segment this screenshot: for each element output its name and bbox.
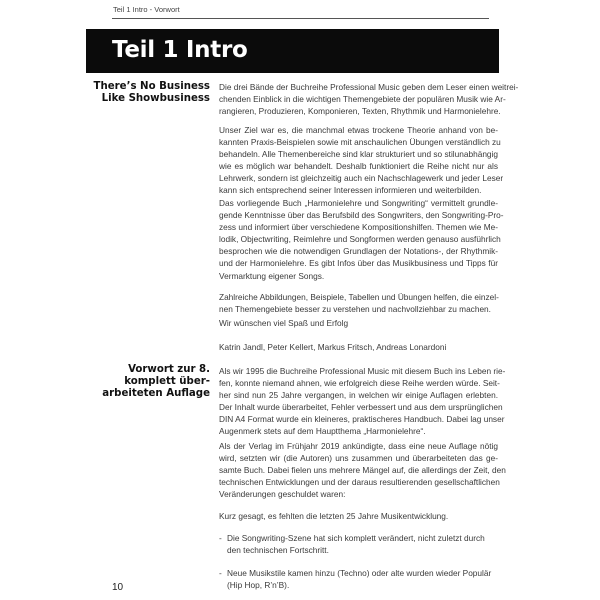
bullet-marker: -: [219, 533, 222, 543]
text-line: her sind nun 25 Jahre vergangen, in welchen wir einige Auflagen erlebten.: [219, 390, 498, 401]
text-line: Vermarktung eigener Songs.: [219, 270, 325, 281]
text-line: Katrin Jandl, Peter Kellert, Markus Fritsch, Andreas Lonardoni: [219, 342, 447, 352]
text-line: Augenmerk stets auf dem Hauptthema „Harmonielehre“.: [219, 426, 426, 437]
bullet-item: [219, 532, 498, 556]
text-line: Wir wünschen viel Spaß und Erfolg: [219, 318, 349, 328]
text-line: technischen Entwicklungen und der daraus resultierenden gesellschaftlichen: [219, 477, 500, 488]
heading-line: Vorwort zur 8.: [128, 364, 210, 375]
text-line: rangieren, Produzieren, Komponieren, Texten, Rhythmik und Harmonielehre.: [219, 106, 501, 117]
heading-line: komplett über-: [124, 376, 210, 387]
text-line: Als der Verlag im Frühjahr 2019 ankündigte, dass eine neue Auflage nötig: [219, 441, 498, 451]
text-line: wie es möglich war behandelt. Deshalb funktioniert die Reihe nicht nur als: [219, 161, 498, 172]
bullet-marker: -: [219, 568, 222, 578]
chapter-title: Teil 1 Intro: [112, 37, 248, 63]
text-line: wird, setzten wir (die Autoren) uns zusammen und überarbeiteten das ge-: [219, 453, 498, 464]
paragraph: [219, 440, 506, 500]
paragraph: [219, 510, 498, 522]
text-line: Als wir 1995 die Buchreihe Professional Music mit diesem Buch ins Leben rie-: [219, 366, 506, 376]
text-line: DIN A4 Format wurde ein kleineres, praktischeres Handbuch. Dabei lag unser: [219, 414, 505, 425]
heading-line: arbeiteten Auflage: [102, 388, 210, 399]
paragraph: [219, 341, 498, 353]
paragraph: [219, 197, 504, 282]
text-line: Lehrwerk, sondern ist gleichzeitig auch ein Nachschlagewerk und jeder Leser: [219, 173, 504, 184]
text-line: samte Buch. Dabei fielen uns mehrere Mängel auf, die allerdings der Zeit, den: [219, 465, 506, 476]
paragraph: [219, 291, 498, 315]
section-heading: [50, 364, 210, 400]
chapter-banner: [86, 29, 499, 73]
text-line: Kurz gesagt, es fehlten die letzten 25 Jahre Musikentwicklung.: [219, 511, 449, 521]
text-line: kannten Praxis-Beispielen sowie mit anschaulichen Übungen verständlich zu: [219, 137, 501, 148]
text-line: (Hip Hop, R’n’B).: [227, 580, 290, 591]
text-line: lodik, Objectwriting, Reimlehre und Songformen werden genauso ausführlich: [219, 234, 501, 245]
text-line: Unser Ziel war es, die manchmal etwas trockene Theorie anhand von be-: [219, 125, 498, 135]
bullet-item: [219, 567, 498, 591]
text-line: den technischen Fortschritt.: [227, 545, 329, 556]
section-heading: [50, 81, 210, 105]
text-line: Veränderungen geschuldet waren:: [219, 489, 346, 500]
paragraph: [219, 317, 498, 329]
text-line: Die Songwriting-Szene hat sich komplett verändert, nicht zuletzt durch: [227, 533, 485, 543]
text-line: besprochen wie die notwendigen Grundlagen der Notations-, der Rhythmik-: [219, 246, 498, 257]
paragraph: [219, 365, 506, 438]
running-header: Teil 1 Intro - Vorwort: [113, 5, 180, 14]
text-line: Der Inhalt wurde überarbeitet, Fehler verbessert und aus dem ursprünglichen: [219, 402, 503, 413]
text-line: zess und informiert über verschiedene Kompositionshilfen. Themen wie Me-: [219, 222, 498, 233]
paragraph: [219, 124, 504, 197]
text-line: chenden Einblick in die wichtigen Themengebiete der populären Musik wie Ar-: [219, 94, 506, 105]
text-line: gende Kenntnisse über das Berufsbild des Songwriters, den Songwriting-Pro-: [219, 210, 504, 221]
text-line: behandeln. Alle Themenbereiche sind klar strukturiert und so stilunabhängig: [219, 149, 498, 160]
text-line: Zahlreiche Abbildungen, Beispiele, Tabellen und Übungen helfen, die einzel-: [219, 292, 499, 302]
heading-line: There’s No Business: [93, 81, 210, 92]
page-number: 10: [112, 582, 124, 593]
text-line: kann sich entsprechend seiner Interessen informieren und weiterbilden.: [219, 185, 482, 196]
text-line: Neue Musikstile kamen hinzu (Techno) oder alte wurden wieder Populär: [227, 568, 492, 578]
text-line: fen, konnte niemand ahnen, wie erfolgreich diese Reihe werden würde. Seit-: [219, 378, 500, 389]
text-line: und der Harmonielehre. Es gibt Infos über das Musikbusiness und Tipps für: [219, 258, 498, 269]
text-line: nen Themengebiete besser zu verstehen und nachvollziehbar zu machen.: [219, 304, 491, 315]
paragraph: [219, 81, 519, 117]
text-line: Die drei Bände der Buchreihe Professional Music geben dem Leser einen weitrei-: [219, 82, 519, 92]
text-line: Das vorliegende Buch „Harmonielehre und Songwriting“ vermittelt grundle-: [219, 198, 498, 208]
heading-line: Like Showbusiness: [101, 93, 210, 104]
header-rule: [112, 18, 489, 19]
